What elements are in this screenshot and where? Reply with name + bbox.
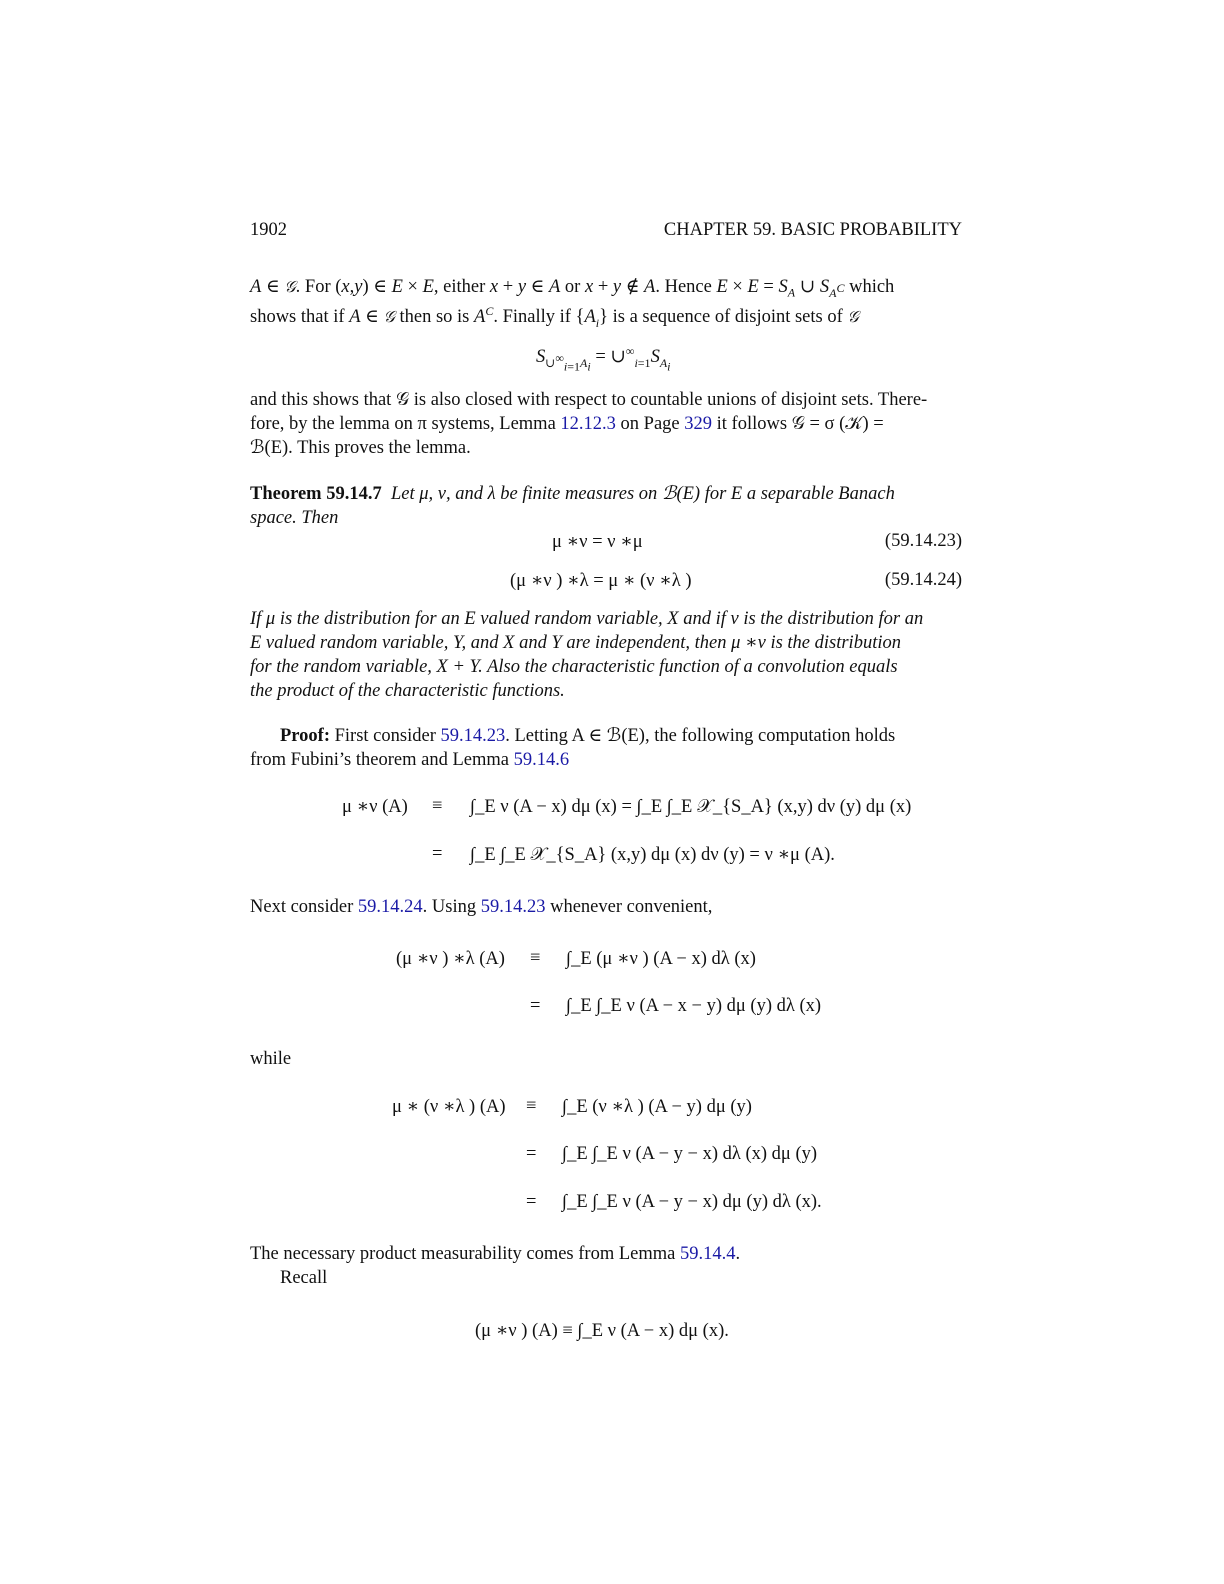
theorem-cont-line1: If μ is the distribution for an E valued random variable, X and if ν is the distribution for an — [250, 609, 924, 629]
eqB-lhs: (μ ∗ν ) ∗λ (A) — [396, 949, 505, 969]
text: from Fubini’s theorem and Lemma — [250, 750, 509, 770]
para2-line1: and this shows that 𝒢 is also closed with respect to countable unions of disjoint sets. There- — [250, 390, 928, 410]
theorem-line1 — [250, 482, 962, 506]
eqB-rhs2: ∫_E ∫_E ν (A − x − y) dμ (y) dλ (x) — [566, 996, 822, 1016]
recall-text: Recall — [280, 1268, 328, 1288]
lemma-link[interactable]: 59.14.6 — [513, 750, 570, 770]
eqB-rel2: = — [530, 996, 541, 1016]
running-title: CHAPTER 59. BASIC PROBABILITY — [663, 220, 962, 240]
measurability-line — [250, 1242, 962, 1266]
eqC-lhs: μ ∗ (ν ∗λ ) (A) — [392, 1097, 506, 1117]
theorem-cont-line2: E valued random variable, Y, and X and Y are independent, then μ ∗ν is the distribution — [250, 633, 901, 653]
eqC-rhs3: ∫_E ∫_E ν (A − y − x) dμ (y) dλ (x). — [562, 1192, 822, 1212]
eqC-rel1: ≡ — [526, 1096, 537, 1116]
eqC-rel3: = — [526, 1192, 537, 1212]
para1-line1: A ∈ 𝒢. For (x,y) ∈ E × E, either x + y ∈ A or x + y ∉ A. Hence $E \times E = S_A$ ∪ $S_{A^C}$ which — [250, 277, 895, 300]
eqC-rel2: = — [526, 1144, 537, 1164]
eqB-rel1: ≡ — [530, 948, 541, 968]
para1-line2: shows that if A ∈ 𝒢 then so is $A^C$. Finally if $\{A_i\}$ is a sequence of disjoint sets of 𝒢 — [250, 304, 859, 330]
eqA-rel2: = — [432, 844, 443, 864]
text: Next consider — [250, 897, 354, 917]
eqA-rhs1: ∫_E ν (A − x) dμ (x) = ∫_E ∫_E 𝒳_{S_A} (x,y) dν (y) dμ (x) — [470, 797, 912, 817]
eqA-lhs: μ ∗ν (A) — [342, 797, 408, 817]
para2-line2 — [250, 412, 962, 436]
eqA-rhs2: ∫_E ∫_E 𝒳_{S_A} (x,y) dμ (x) dν (y) = ν ∗μ (A). — [470, 845, 835, 865]
equation-number: (59.14.24) — [884, 570, 962, 590]
equation-union: $S_{\cup^\infty_{i=1}A_i}$ = $\cup^\infty_{i=1}S_{A_i}$ — [536, 344, 671, 374]
theorem-cont-line3: for the random variable, X + Y. Also the characteristic function of a convolution equals — [250, 657, 898, 677]
equation-associative: (μ ∗ν ) ∗λ = μ ∗ (ν ∗λ ) — [510, 571, 692, 591]
equation-commutative: μ ∗ν = ν ∗μ — [552, 532, 643, 552]
next-line — [250, 895, 962, 919]
text: First consider — [334, 726, 436, 746]
lemma-link[interactable]: 12.12.3 — [560, 414, 616, 434]
eqC-rhs1: ∫_E (ν ∗λ ) (A − y) dμ (y) — [562, 1097, 752, 1117]
while-text: while — [250, 1049, 292, 1069]
text: . Using — [422, 897, 477, 917]
equation-link[interactable]: 59.14.24 — [357, 897, 423, 917]
text: . — [735, 1244, 741, 1264]
proof-label: Proof: — [280, 726, 330, 746]
theorem-text: Let μ, ν, and λ be finite measures on ℬ(E) for E a separable Banach — [390, 484, 895, 504]
text: on Page — [620, 414, 680, 434]
para2-line3: ℬ(E). This proves the lemma. — [250, 438, 471, 458]
eqD: (μ ∗ν ) (A) ≡ ∫_E ν (A − x) dμ (x). — [475, 1321, 729, 1341]
theorem-label: Theorem 59.14.7 — [250, 484, 382, 504]
proof-line2 — [250, 748, 962, 772]
text: it follows 𝒢 = σ (𝒦) = — [716, 414, 884, 434]
proof-line1 — [280, 724, 962, 748]
text: . Letting A ∈ ℬ(E), the following computation holds — [505, 726, 896, 746]
eqB-rhs1: ∫_E (μ ∗ν ) (A − x) dλ (x) — [566, 949, 756, 969]
text: fore, by the lemma on π systems, Lemma — [250, 414, 556, 434]
equation-link[interactable]: 59.14.23 — [480, 897, 546, 917]
eqA-rel1: ≡ — [432, 796, 443, 816]
page-number: 1902 — [250, 220, 287, 240]
theorem-cont-line4: the product of the characteristic functions. — [250, 681, 565, 701]
page-link[interactable]: 329 — [684, 414, 713, 434]
equation-link[interactable]: 59.14.23 — [440, 726, 506, 746]
theorem-line2: space. Then — [250, 508, 339, 528]
text: whenever convenient, — [550, 897, 713, 917]
equation-number: (59.14.23) — [884, 531, 962, 551]
eqC-rhs2: ∫_E ∫_E ν (A − y − x) dλ (x) dμ (y) — [562, 1144, 818, 1164]
text: The necessary product measurability comes from Lemma — [250, 1244, 676, 1264]
lemma-link[interactable]: 59.14.4 — [679, 1244, 736, 1264]
